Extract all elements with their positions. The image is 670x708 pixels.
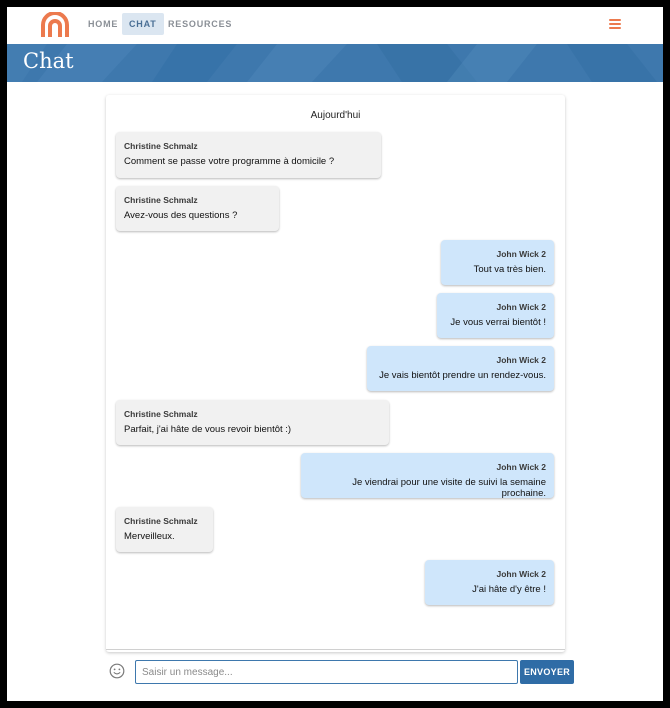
message-input[interactable] [135,660,518,684]
message-text: Avez-vous des questions ? [124,210,238,221]
message-author: John Wick 2 [496,302,546,312]
message-text: Je vous verrai bientôt ! [450,317,546,328]
smiley-icon[interactable] [109,663,125,679]
message-text: Je vais bientôt prendre un rendez-vous. [379,370,546,381]
message-author: John Wick 2 [496,569,546,579]
message-author: Christine Schmalz [124,516,198,526]
date-divider: Aujourd'hui [310,110,361,121]
message-bubble-incoming [116,400,389,445]
message-text: Comment se passe votre programme à domicile ? [124,156,335,167]
message-bubble-outgoing [367,346,554,391]
message-text: Je viendrai pour une visite de suivi la semaine prochaine. [352,477,546,499]
message-author: Christine Schmalz [124,409,198,419]
message-bubble-outgoing [437,293,554,338]
message-bubble-incoming [116,186,279,231]
send-button[interactable]: ENVOYER [520,660,574,684]
nav-home[interactable]: HOME [88,19,119,29]
message-bubble-outgoing [425,560,554,605]
app-window [7,7,663,701]
message-text: Merveilleux. [124,531,175,542]
top-navigation [7,7,663,44]
nav-chat[interactable]: CHAT [122,13,164,35]
message-bubble-incoming [116,507,213,552]
hamburger-menu-icon[interactable] [609,19,621,29]
page-title: Chat [23,49,74,73]
message-author: John Wick 2 [496,355,546,365]
message-text: Parfait, j'ai hâte de vous revoir bientôt :) [124,424,292,435]
page-banner [7,44,663,82]
brand-logo-icon[interactable] [40,12,70,38]
message-author: John Wick 2 [496,462,546,472]
message-bubble-incoming [116,132,381,178]
message-bubble-outgoing [301,453,554,498]
message-author: Christine Schmalz [124,141,198,151]
message-author: Christine Schmalz [124,195,198,205]
message-bubble-outgoing [441,240,554,285]
message-author: John Wick 2 [496,249,546,259]
chat-panel[interactable] [106,95,565,652]
message-text: Tout va très bien. [473,264,546,275]
banner-pattern [7,44,663,82]
composer-divider [106,649,565,650]
nav-resources[interactable]: RESOURCES [168,19,233,29]
message-text: J'ai hâte d'y être ! [472,584,546,595]
